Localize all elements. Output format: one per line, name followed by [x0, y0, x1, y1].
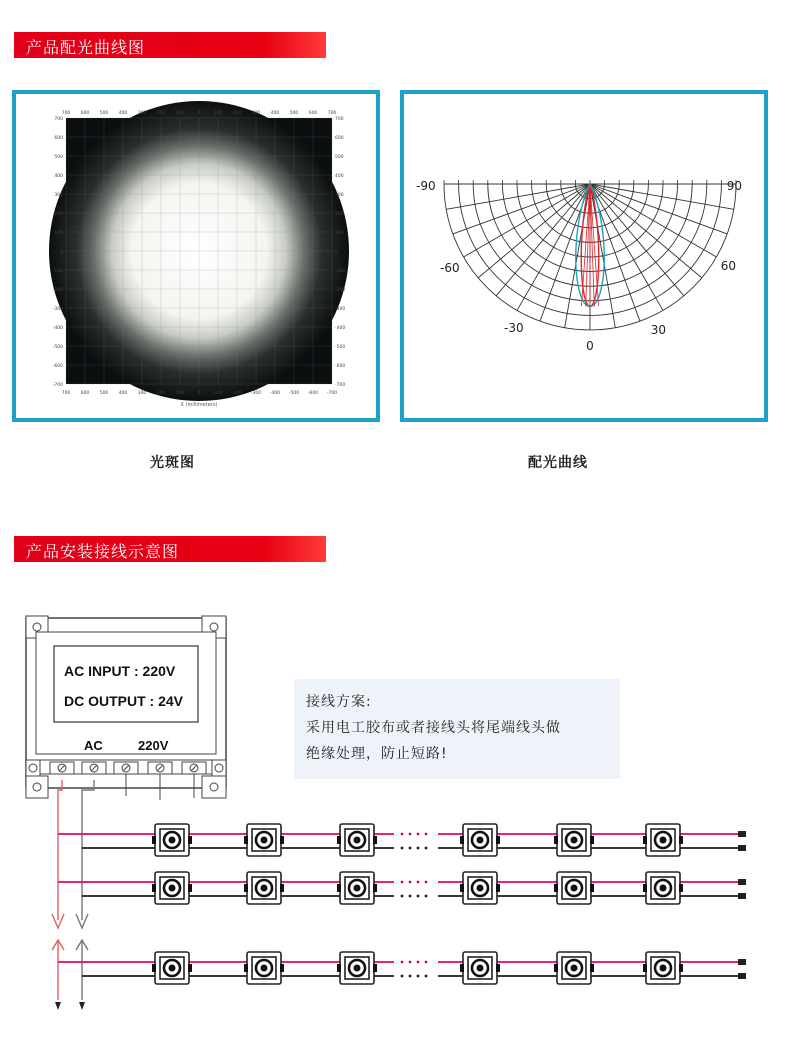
- tick-label: 500: [54, 155, 63, 160]
- tick-label: 300: [335, 193, 344, 198]
- spot-caption: 光斑图: [150, 455, 195, 471]
- wire-end-icon: [79, 1002, 85, 1010]
- continuation-dot: [409, 833, 412, 836]
- tick-label: -100: [335, 269, 346, 274]
- led-module: [244, 872, 284, 904]
- tick-label: 700: [61, 111, 71, 116]
- tick-label: 600: [308, 111, 318, 116]
- section-header-wiring: [14, 536, 326, 562]
- tick-label: 600: [80, 111, 90, 116]
- wire-connector: [738, 845, 746, 851]
- terminal-block: [29, 762, 223, 774]
- continuation-dot: [417, 975, 420, 978]
- angle-label: -30: [504, 321, 524, 335]
- tick-label: 700: [327, 111, 337, 116]
- tick-label: -200: [231, 391, 243, 396]
- tick-label: 600: [80, 391, 90, 396]
- note-line-1: 采用电工胶布或者接线头将尾端线头做: [306, 720, 561, 736]
- continuation-dot: [425, 833, 428, 836]
- tick-label: 300: [54, 193, 63, 198]
- angle-label: 0: [586, 339, 594, 353]
- tick-label: -500: [288, 391, 300, 396]
- continuation-dot: [401, 895, 404, 898]
- spot-chart-panel: [12, 90, 380, 422]
- tick-label: -600: [307, 391, 319, 396]
- wiring-note: [294, 679, 620, 779]
- polar-curves: [576, 184, 605, 307]
- angle-label: 90: [726, 179, 742, 193]
- wire-connector: [738, 879, 746, 885]
- tick-label: 200: [232, 111, 242, 116]
- led-module: [460, 872, 500, 904]
- tick-label: 300: [251, 111, 261, 116]
- led-module: [554, 952, 594, 984]
- tick-label: 400: [118, 391, 128, 396]
- continuation-dot: [401, 833, 404, 836]
- tick-label: -700: [52, 383, 63, 388]
- tick-label: -400: [335, 326, 346, 331]
- tick-label: 700: [335, 117, 344, 122]
- led-module: [337, 952, 377, 984]
- tick-label: 400: [270, 111, 280, 116]
- continuation-dot: [401, 975, 404, 978]
- continuation-dot: [401, 881, 404, 884]
- tick-label: -100: [212, 391, 224, 396]
- tick-label: 200: [335, 212, 344, 217]
- tick-label: -700: [335, 383, 346, 388]
- tick-label: 400: [54, 174, 63, 179]
- tick-label: 300: [137, 391, 147, 396]
- tick-label: 100: [175, 111, 185, 116]
- tick-label: 0: [197, 391, 201, 396]
- section-header-light-distribution: [14, 32, 326, 58]
- bus-black: [82, 780, 94, 920]
- tick-label: 200: [156, 111, 166, 116]
- led-module: [460, 952, 500, 984]
- tick-label: 200: [54, 212, 63, 217]
- note-line-2: 绝缘处理，防止短路!: [306, 746, 448, 762]
- wire-end-icon: [55, 1002, 61, 1010]
- tick-label: 100: [175, 391, 185, 396]
- tick-label: 500: [99, 391, 109, 396]
- led-module: [152, 824, 192, 856]
- continuation-dot: [409, 961, 412, 964]
- led-module: [643, 952, 683, 984]
- driver-input-label: AC INPUT : 220V: [64, 663, 176, 679]
- tick-label: -300: [250, 391, 262, 396]
- continuation-dot: [425, 881, 428, 884]
- tick-label: 0: [60, 250, 63, 255]
- led-module: [643, 872, 683, 904]
- continuation-dot: [409, 881, 412, 884]
- angle-label: -90: [416, 179, 436, 193]
- continuation-dot: [401, 847, 404, 850]
- led-module: [337, 824, 377, 856]
- tick-label: 0: [197, 111, 201, 116]
- tick-label: -600: [52, 364, 63, 369]
- led-module: [460, 824, 500, 856]
- continuation-dot: [417, 833, 420, 836]
- wiring-diagram: [0, 590, 790, 1050]
- polar-chart-panel: [400, 90, 768, 422]
- tick-label: 300: [137, 111, 147, 116]
- led-module: [554, 824, 594, 856]
- continuation-dot: [417, 881, 420, 884]
- continuation-dot: [417, 961, 420, 964]
- tick-label: 400: [335, 174, 344, 179]
- tick-label: -300: [52, 307, 63, 312]
- continuation-dot: [409, 847, 412, 850]
- continuation-dot: [425, 895, 428, 898]
- led-module: [244, 952, 284, 984]
- wire-connector: [738, 831, 746, 837]
- section-title: 产品配光曲线图: [26, 38, 146, 57]
- tick-label: 500: [99, 111, 109, 116]
- continuation-dot: [425, 975, 428, 978]
- tick-label: 400: [118, 111, 128, 116]
- continuation-dot: [417, 847, 420, 850]
- wire-connector: [738, 959, 746, 965]
- angle-label: -60: [440, 261, 460, 275]
- terminal-220v-label: 220V: [138, 738, 169, 753]
- driver-output-label: DC OUTPUT : 24V: [64, 693, 184, 709]
- continuation-dot: [425, 847, 428, 850]
- note-title: 接线方案:: [306, 694, 372, 710]
- tick-label: -400: [269, 391, 281, 396]
- led-wiring: [52, 780, 746, 1010]
- tick-label: -200: [335, 288, 346, 293]
- spot-chart: [16, 94, 376, 418]
- led-module: [337, 872, 377, 904]
- tick-label: -500: [335, 345, 346, 350]
- tick-label: 500: [289, 111, 299, 116]
- wire-connector: [738, 973, 746, 979]
- tick-label: 700: [54, 117, 63, 122]
- tick-label: -100: [52, 269, 63, 274]
- led-module: [244, 824, 284, 856]
- continuation-dot: [409, 975, 412, 978]
- tick-label: -700: [326, 391, 338, 396]
- tick-label: -200: [52, 288, 63, 293]
- polar-chart: [404, 94, 764, 418]
- continuation-dot: [401, 961, 404, 964]
- polar-caption: 配光曲线: [528, 455, 588, 471]
- tick-label: 600: [335, 136, 344, 141]
- tick-label: 0: [335, 250, 338, 255]
- tick-label: 200: [156, 391, 166, 396]
- led-module: [554, 872, 594, 904]
- tick-label: 100: [54, 231, 63, 236]
- tick-label: 100: [213, 111, 223, 116]
- led-module: [643, 824, 683, 856]
- led-module: [152, 872, 192, 904]
- terminal-ac-label: AC: [84, 738, 103, 753]
- tick-label: 100: [335, 231, 344, 236]
- angle-label: 60: [720, 259, 736, 273]
- led-module: [152, 952, 192, 984]
- tick-label: -500: [52, 345, 63, 350]
- continuation-dot: [417, 895, 420, 898]
- tick-label: 700: [61, 391, 71, 396]
- power-driver: [26, 616, 226, 800]
- tick-label: 600: [54, 136, 63, 141]
- angle-label: 30: [650, 323, 666, 337]
- continuation-dot: [409, 895, 412, 898]
- tick-label: -300: [335, 307, 346, 312]
- spot-x-label: X (millimeters): [180, 402, 218, 408]
- tick-label: -400: [52, 326, 63, 331]
- section-title: 产品安装接线示意图: [26, 542, 180, 561]
- wire-connector: [738, 893, 746, 899]
- tick-label: -600: [335, 364, 346, 369]
- continuation-dot: [425, 961, 428, 964]
- tick-label: 500: [335, 155, 344, 160]
- bus-red: [58, 780, 62, 920]
